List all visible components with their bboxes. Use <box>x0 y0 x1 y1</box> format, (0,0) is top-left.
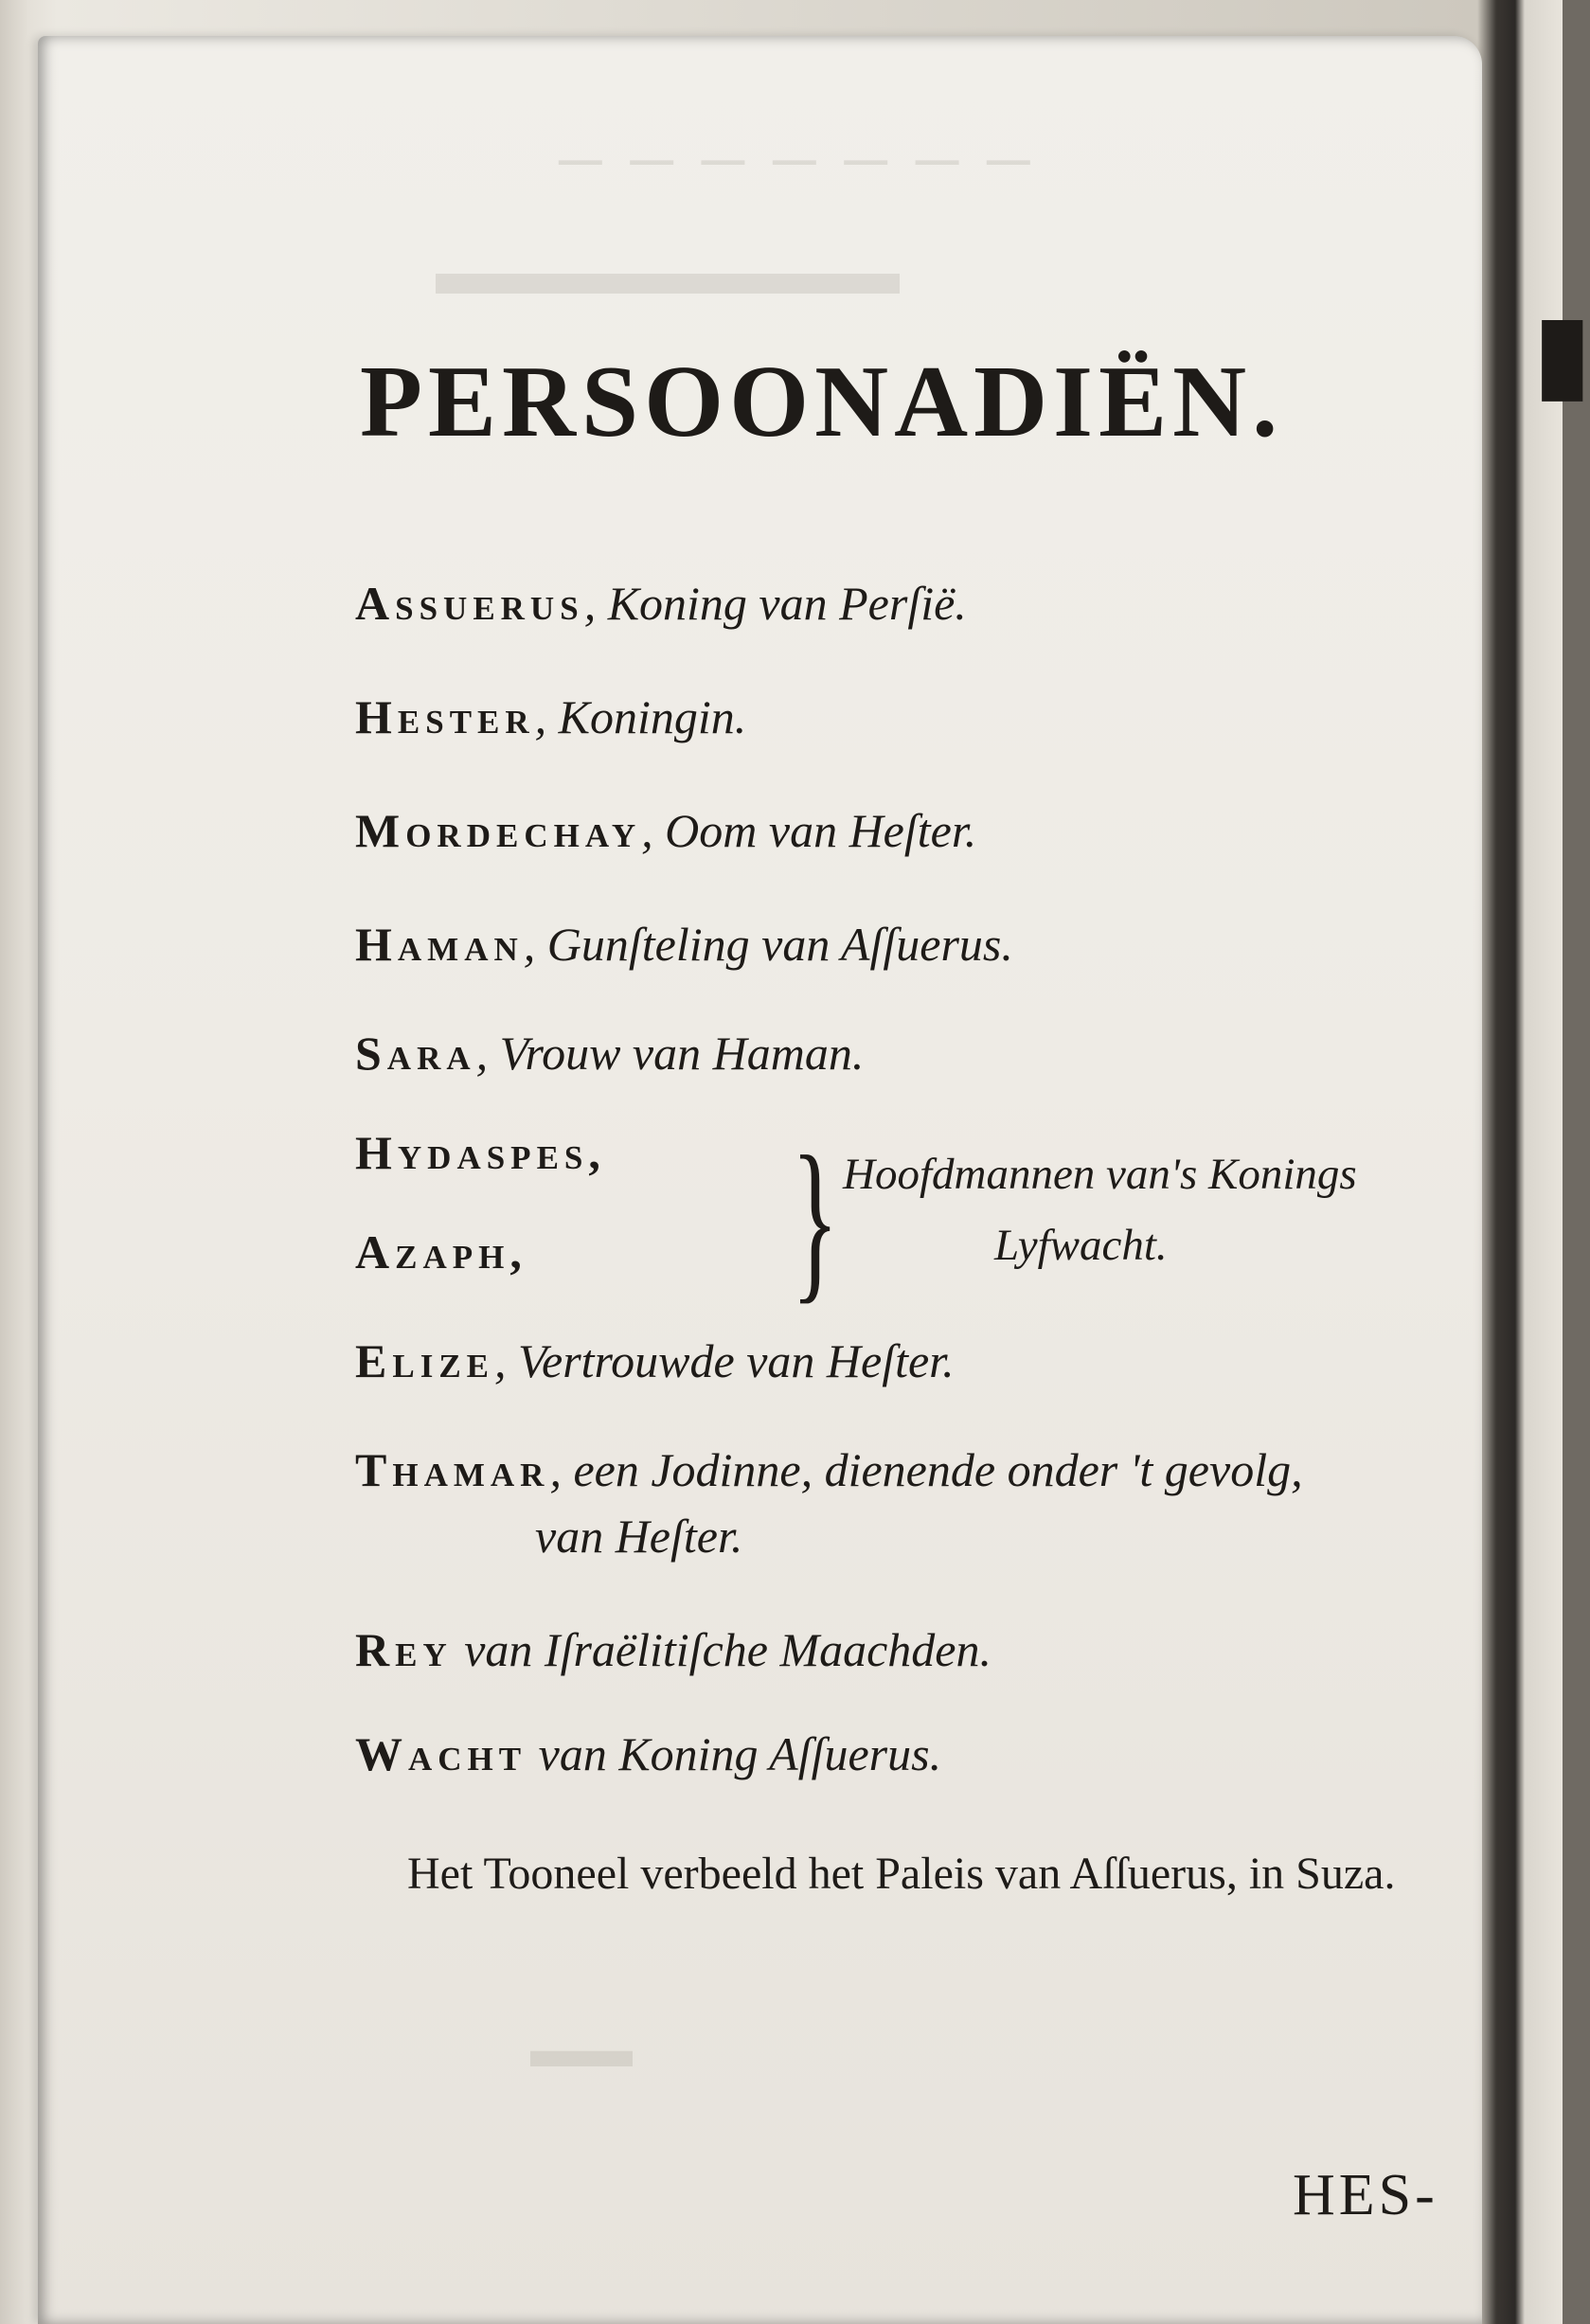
character-role: , een Jodinne, dienende onder 't gevolg, <box>549 1443 1303 1496</box>
character-name: Rey <box>355 1623 453 1676</box>
facing-page-edge: ▮ <box>1534 297 1590 410</box>
character-role: , Koningin. <box>534 690 747 743</box>
bleed-through-decoration: ▬▬ <box>530 2021 633 2078</box>
character-name: Hydaspes, <box>355 1126 606 1179</box>
character-name: Mordechay <box>355 804 642 857</box>
character-entry <box>355 1442 1303 1497</box>
character-name: Thamar <box>355 1443 550 1496</box>
character-entry <box>355 917 1013 972</box>
character-role: van Iſraëlitiſche Maachden. <box>452 1623 992 1676</box>
book-page <box>38 36 1482 2324</box>
page-title: PERSOONADIËN. <box>360 346 1284 458</box>
character-role: , Vrouw van Haman. <box>475 1027 865 1080</box>
group-name <box>355 1125 606 1180</box>
group-role-line: Lyfwacht. <box>994 1221 1168 1270</box>
character-entry <box>355 689 746 744</box>
character-name: Azaph, <box>355 1225 527 1278</box>
group-role-line: Hoofdmannen van's Konings <box>843 1150 1357 1199</box>
bleed-through-decoration: ─────── <box>530 127 1030 194</box>
character-name: Wacht <box>355 1727 527 1780</box>
character-role: , Koning van Perſië. <box>583 577 967 630</box>
stage-note: Het Tooneel verbeeld het Paleis van Aſſuerus, in Suza. <box>407 1849 1396 1899</box>
character-name: Elize <box>355 1334 495 1387</box>
character-role: , Oom van Heſter. <box>641 804 977 857</box>
character-entry <box>355 576 967 631</box>
character-name: Haman <box>355 918 524 971</box>
character-entry <box>355 803 976 858</box>
character-name: Hester <box>355 690 535 743</box>
bleed-through-decoration: ▬▬▬▬▬▬▬ <box>436 236 900 309</box>
character-role: van Koning Aſſuerus. <box>527 1727 942 1780</box>
catchword: HES- <box>1293 2163 1438 2227</box>
character-entry <box>355 1622 992 1677</box>
group-name <box>355 1225 527 1279</box>
character-role-continuation: van Heſter. <box>535 1510 743 1563</box>
character-entry <box>355 1726 941 1781</box>
character-entry <box>355 1333 955 1388</box>
curly-brace-icon: } <box>791 1120 839 1319</box>
character-entry <box>355 1026 864 1081</box>
character-role: , Vertrouwde van Heſter. <box>494 1334 955 1387</box>
character-role: , Gunſteling van Aſſuerus. <box>523 918 1013 971</box>
character-name: Sara <box>355 1027 476 1080</box>
character-name: Assuerus <box>355 577 584 630</box>
